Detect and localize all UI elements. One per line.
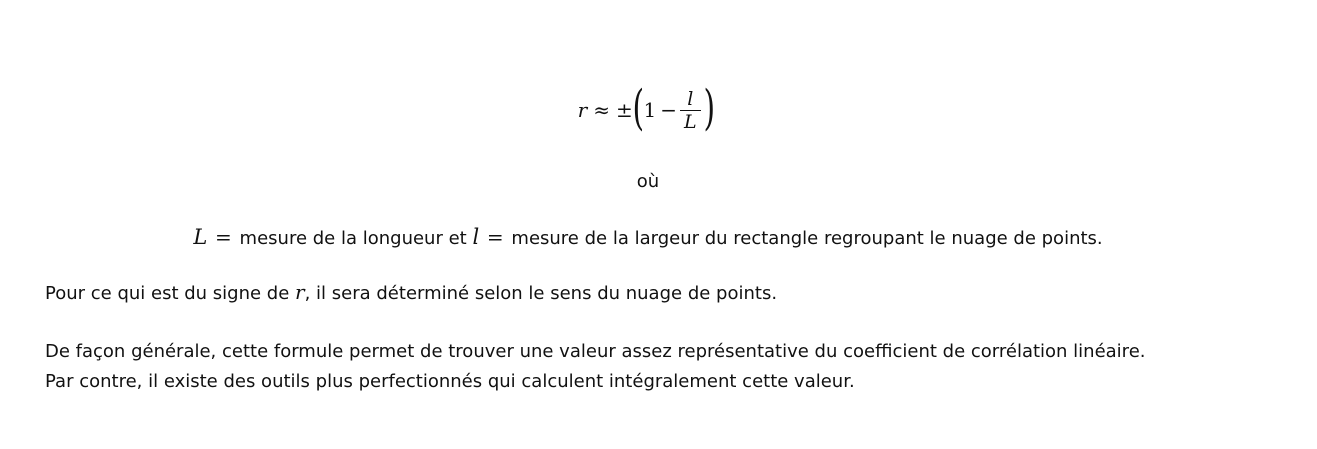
- sign-paragraph: [45, 277, 777, 309]
- formula-approx: ≈: [593, 98, 610, 122]
- def-equals-2: =: [486, 225, 504, 249]
- formula-left-paren: (: [632, 80, 644, 136]
- def-l-symbol: l: [472, 225, 480, 249]
- correlation-formula: [0, 82, 1292, 138]
- conclusion-line-2: Par contre, il existe des outils plus perfectionnés qui calculent intégralement cette valeur.: [45, 371, 855, 392]
- formula-minus: −: [660, 98, 677, 122]
- def-L-symbol: L: [193, 225, 208, 249]
- conclusion-paragraph: [45, 337, 1146, 397]
- formula-r: r: [577, 98, 588, 122]
- def-equals-1: =: [215, 225, 232, 249]
- formula-plusminus: ±: [615, 98, 633, 122]
- def-L-text: mesure de la longueur et: [239, 228, 467, 249]
- sign-text-before: Pour ce qui est du signe de: [45, 283, 290, 304]
- fraction-denominator: L: [683, 110, 697, 133]
- formula-one: 1: [643, 98, 657, 122]
- def-l-text: mesure de la largeur du rectangle regroupant le nuage de points.: [511, 228, 1103, 249]
- fraction-numerator: l: [687, 87, 694, 110]
- ou-text: où: [636, 171, 660, 192]
- conclusion-line-1: De façon générale, cette formule permet de trouver une valeur assez représentative du coefficient de corrélation linéaire.: [45, 341, 1146, 362]
- formula-right-paren: ): [703, 80, 715, 136]
- sign-r-symbol: r: [295, 280, 305, 304]
- formula-fraction: [680, 88, 701, 133]
- variable-definitions: [0, 224, 1296, 252]
- sign-text-after: , il sera déterminé selon le sens du nuage de points.: [304, 283, 778, 304]
